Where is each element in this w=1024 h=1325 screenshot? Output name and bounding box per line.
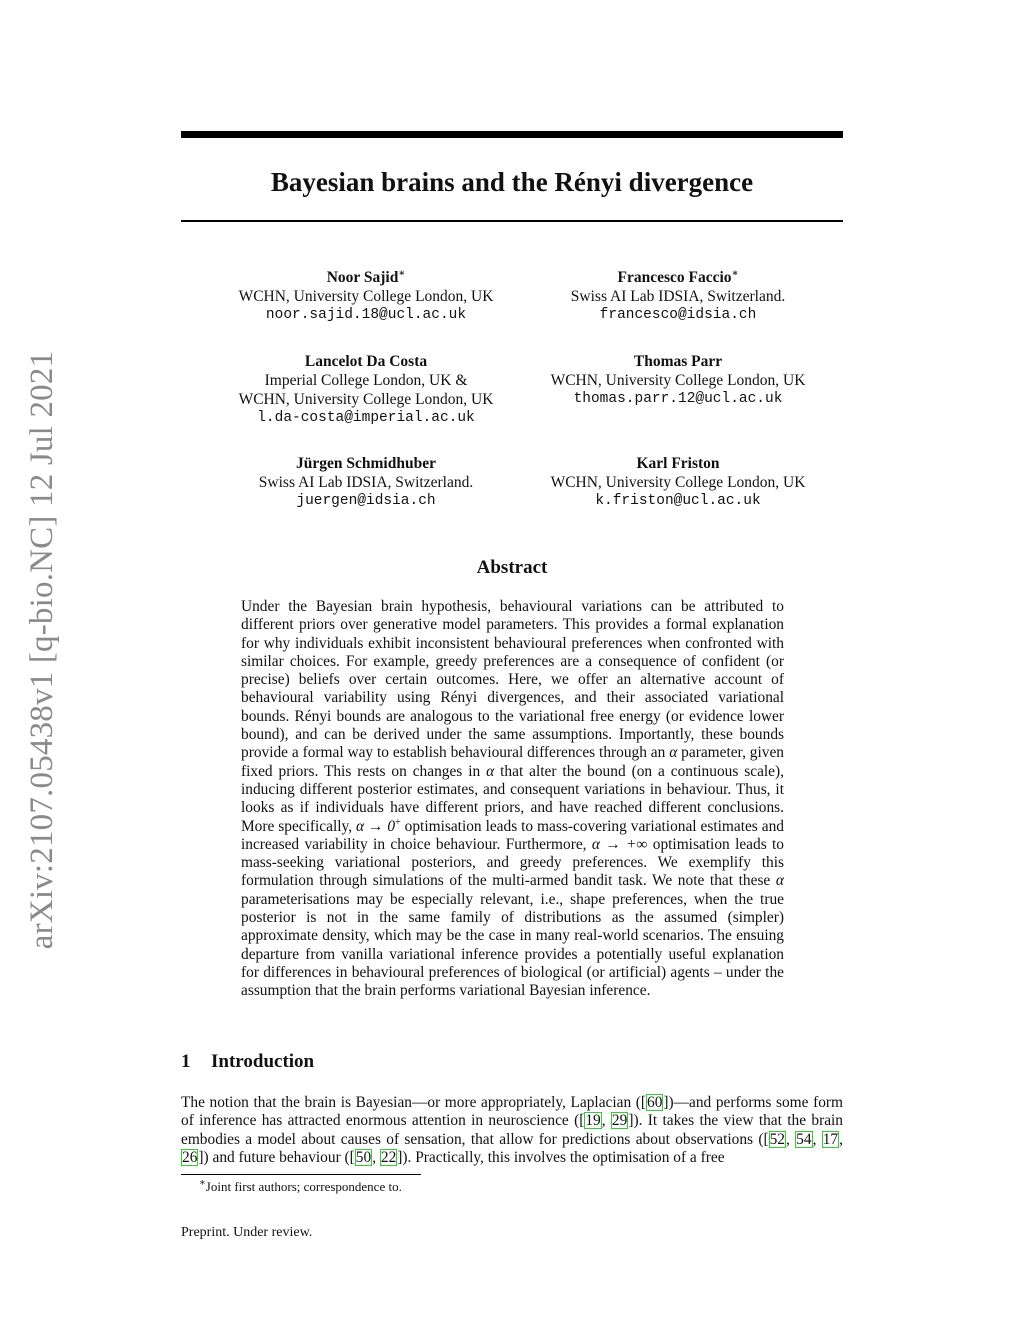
abstract-text: Under the Bayesian brain hypothesis, behavioural variations can be attributed to different priors over generative model parameters. This provides a formal explanation for why individuals exhibit inconsistent behavioural preferences when confronted with similar choices. For example, greedy preferences are a consequence of confident (or precise) beliefs over certain outcomes. Here, we offer an alternative account of behavioural variability using Rényi divergences, and their associated variational bounds. Rényi bounds are analogous to the variational free energy (or evidence lower bound), and can be derived under the same assumptions. Importantly, these bounds provide a formal way to establish behavioural differences through an α parameter, given fixed priors. This rests on changes in α that alter the bound (on a continuous scale), inducing different posterior estimates, and consequent variations in behaviour. Thus, it looks as if individuals have different priors, and have reached different conclusions. More specifically, α → 0+ optimisation leads to mass-covering variational estimates and increased variability in choice behaviour. Furthermore, α → +∞ optimisation leads to mass-seeking variational posteriors, and greedy preferences. We exemplify this formulation through simulations of the multi-armed bandit task. We note that these α parameterisations may be especially relevant, i.e., shape preferences, when the true posterior is not in the same family of distributions as the assumed (simpler) approximate density, which may be the case in many real-world scenarios. The ensuing departure from vanilla variational inference provides a potentially useful explanation for differences in behavioural preferences of biological (or artificial) agents – under the assumption that the brain performs variational Bayesian inference.	[241, 598, 785, 1000]
author-email[interactable]: noor.sajid.18@ucl.ac.uk	[265, 307, 467, 323]
author-affiliation: WCHN, University College London, UK	[238, 391, 494, 408]
author-email[interactable]: k.friston@ucl.ac.uk	[595, 493, 761, 509]
arxiv-identifier: arXiv:2107.05438v1 [q-bio.NC] 12 Jul 2021	[24, 350, 60, 950]
author-mark: ∗	[398, 267, 406, 279]
citation-link[interactable]: 19	[585, 1112, 601, 1130]
author-name: Lancelot Da Costa	[304, 353, 428, 370]
section-number: 1	[181, 1051, 191, 1072]
author-email[interactable]: francesco@idsia.ch	[599, 307, 757, 323]
citation-link[interactable]: 52	[769, 1130, 785, 1148]
author-name: Karl Friston	[636, 455, 720, 472]
footnote-rule	[181, 1174, 421, 1175]
author-block	[206, 352, 526, 428]
author-email[interactable]: juergen@idsia.ch	[296, 493, 436, 509]
author-mark: ∗	[731, 267, 739, 279]
author-affiliation: WCHN, University College London, UK	[238, 288, 494, 305]
citation-link[interactable]: 22	[380, 1148, 397, 1166]
introduction-text: The notion that the brain is Bayesian—or more appropriately, Laplacian ([60])—and performs some form of inference has attracted enormous attention in neuroscience ([19, 29]). It takes the view that the brain embodies a model about causes of sensation, that allow for predictions about observations ([52, 54, 17, 26]) and future behaviour ([50, 22]). Practically, this involves the optimisation of a free	[181, 1094, 844, 1166]
citation-link[interactable]: 60	[647, 1094, 663, 1111]
footnote: ∗Joint first authors; correspondence to.	[199, 1177, 402, 1194]
section-title: Introduction	[211, 1051, 315, 1072]
author-name: Francesco Faccio∗	[617, 267, 739, 286]
citation-link[interactable]: 50	[355, 1148, 372, 1166]
author-block	[518, 352, 838, 409]
author-affiliation: Swiss AI Lab IDSIA, Switzerland.	[258, 474, 474, 491]
citation-link[interactable]: 17	[822, 1130, 839, 1148]
abstract-heading: Abstract	[476, 557, 548, 578]
author-block	[206, 268, 526, 325]
title-bottom-rule	[181, 220, 843, 222]
author-block	[518, 454, 838, 511]
author-block	[206, 454, 526, 511]
title-top-rule	[181, 131, 843, 138]
author-affiliation: Swiss AI Lab IDSIA, Switzerland.	[570, 288, 786, 305]
paper-title: Bayesian brains and the Rényi divergence	[270, 167, 754, 197]
citation-link[interactable]: 54	[796, 1130, 812, 1148]
author-name: Jürgen Schmidhuber	[296, 455, 436, 472]
author-affiliation: Imperial College London, UK &	[264, 372, 468, 389]
author-block	[518, 268, 838, 325]
citation-link[interactable]: 29	[611, 1112, 628, 1130]
author-email[interactable]: l.da-costa@imperial.ac.uk	[257, 410, 475, 426]
citation-link[interactable]: 26	[182, 1148, 198, 1166]
author-name: Thomas Parr	[633, 353, 723, 370]
author-affiliation: WCHN, University College London, UK	[550, 474, 806, 491]
author-affiliation: WCHN, University College London, UK	[550, 372, 806, 389]
preprint-notice: Preprint. Under review.	[181, 1225, 313, 1240]
author-email[interactable]: thomas.parr.12@ucl.ac.uk	[573, 391, 783, 407]
author-name: Noor Sajid∗	[326, 267, 406, 286]
section-heading	[181, 1049, 314, 1075]
